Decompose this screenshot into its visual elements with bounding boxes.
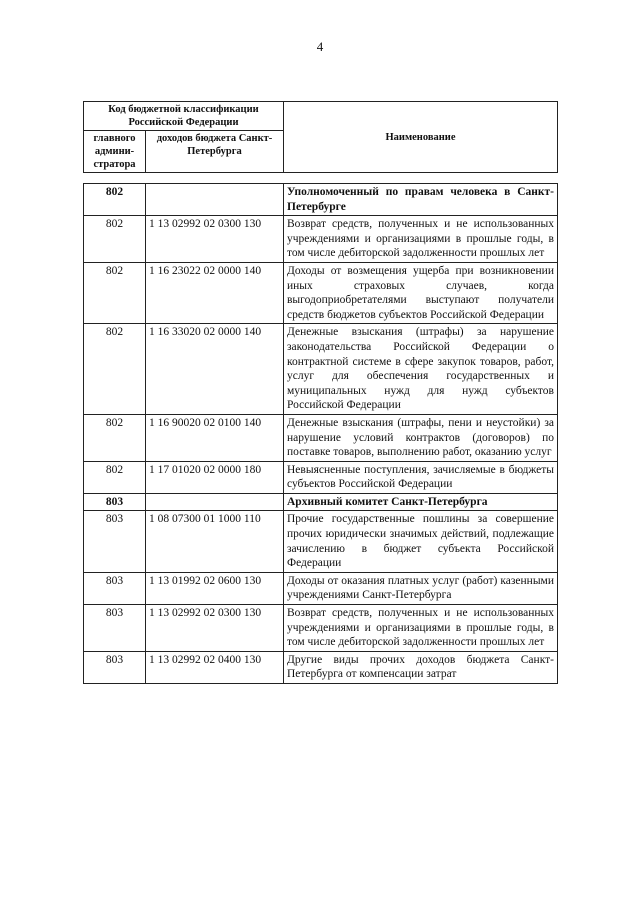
table-row (84, 511, 558, 572)
admin-code-cell: 803 (84, 605, 146, 652)
admin-code-cell: 803 (84, 511, 146, 572)
classification-header-table (83, 101, 558, 173)
income-code-cell: 1 13 01992 02 0600 130 (146, 572, 284, 604)
admin-code-cell: 802 (84, 216, 146, 263)
income-name-cell: Возврат средств, полученных и не использованных учреждениями и организациями в прошлые годы, в том числе дебиторской задолженности прошлых лет (284, 605, 558, 652)
admin-code-cell: 803 (84, 651, 146, 683)
table-row (84, 605, 558, 652)
income-code-cell: 1 13 02992 02 0300 130 (146, 605, 284, 652)
income-name-cell: Прочие государственные пошлины за совершение прочих юридически значимых действий, подлежащие зачислению в бюджет субъекта Российской Федерации (284, 511, 558, 572)
table-row (84, 324, 558, 415)
admin-code-cell: 802 (84, 461, 146, 493)
admin-code-cell: 802 (84, 324, 146, 415)
section-header-row (84, 184, 558, 216)
table-row (84, 461, 558, 493)
income-name-cell: Денежные взыскания (штрафы) за нарушение законодательства Российской Федерации о контрактной системе в сфере закупок товаров, работ, услуг для обеспечения государственных и муниципальных нужд для нужд субъектов Российской Федерации (284, 324, 558, 415)
income-code-cell: 1 08 07300 01 1000 110 (146, 511, 284, 572)
page-number: 4 (316, 39, 324, 54)
income-name-cell: Доходы от возмещения ущерба при возникновении иных страховых случаев, когда выгодоприобретателями выступают получатели средств бюджетов субъектов Российской Федерации (284, 262, 558, 323)
income-code-cell: 1 13 02992 02 0300 130 (146, 216, 284, 263)
income-name-cell: Другие виды прочих доходов бюджета Санкт-Петербурга от компенсации затрат (284, 651, 558, 683)
income-name-cell: Доходы от оказания платных услуг (работ) казенными учреждениями Санкт-Петербурга (284, 572, 558, 604)
header-group-title: Код бюджетной классификации Российской Федерации (84, 102, 284, 131)
income-code-cell: 1 16 33020 02 0000 140 (146, 324, 284, 415)
header-admin-column: главного админи-стратора (84, 131, 146, 173)
income-name-cell: Возврат средств, полученных и не использованных учреждениями и организациями в прошлые годы, в том числе дебиторской задолженности прошлых лет (284, 216, 558, 263)
income-name-cell: Архивный комитет Санкт-Петербурга (284, 493, 558, 511)
income-code-cell (146, 493, 284, 511)
income-code-cell: 1 16 23022 02 0000 140 (146, 262, 284, 323)
table-row (84, 262, 558, 323)
admin-code-cell: 803 (84, 572, 146, 604)
header-name-column: Наименование (284, 102, 558, 173)
table-body (84, 184, 558, 684)
table-row (84, 216, 558, 263)
table-row (84, 651, 558, 683)
income-name-cell: Невыясненные поступления, зачисляемые в бюджеты субъектов Российской Федерации (284, 461, 558, 493)
admin-code-cell: 802 (84, 184, 146, 216)
admin-code-cell: 803 (84, 493, 146, 511)
income-code-cell: 1 13 02992 02 0400 130 (146, 651, 284, 683)
section-header-row (84, 493, 558, 511)
header-income-column: доходов бюджета Санкт-Петербурга (146, 131, 284, 173)
income-name-cell: Уполномоченный по правам человека в Санкт-Петербурге (284, 184, 558, 216)
revenue-codes-table (83, 183, 558, 684)
income-code-cell: 1 17 01020 02 0000 180 (146, 461, 284, 493)
table-row (84, 414, 558, 461)
admin-code-cell: 802 (84, 414, 146, 461)
table-row (84, 572, 558, 604)
income-name-cell: Денежные взыскания (штрафы, пени и неустойки) за нарушение условий контрактов (договоров) по поставке товаров, выполнению работ, оказанию услуг (284, 414, 558, 461)
income-code-cell (146, 184, 284, 216)
admin-code-cell: 802 (84, 262, 146, 323)
income-code-cell: 1 16 90020 02 0100 140 (146, 414, 284, 461)
